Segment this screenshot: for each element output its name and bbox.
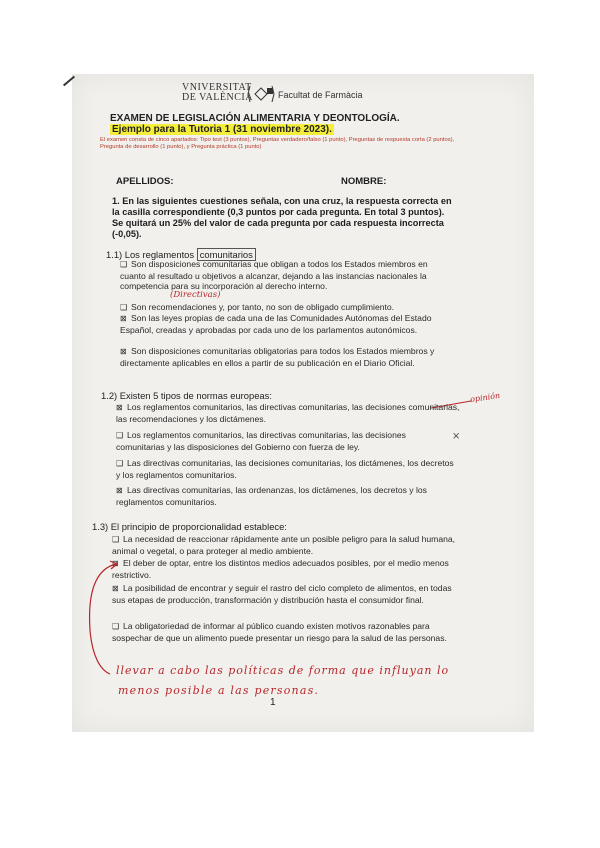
nombre-label: NOMBRE: — [341, 176, 387, 187]
university-line-2: DE VALÈNCIA — [182, 92, 253, 103]
handwritten-note: (Directivas) — [170, 290, 221, 300]
question-1-2-option-1 — [116, 402, 461, 424]
question-1-1-boxed-word: comunitarios — [197, 248, 256, 261]
handwritten-answer-line-1: llevar a cabo las políticas de forma que influyan lo — [116, 664, 450, 677]
question-1-2-option-3 — [116, 458, 456, 480]
handwritten-opinion: opinión — [469, 390, 501, 405]
question-1-3-option-2 — [112, 558, 457, 580]
checked-box-icon: ⊠ — [120, 314, 127, 323]
exam-title: EXAMEN DE LEGISLACIÓN ALIMENTARIA Y DEONTOLOGÍA. — [110, 113, 400, 124]
page-number: 1 — [270, 697, 276, 708]
option-text: El deber de optar, entre los distintos medios adecuados posibles, por el medio menos restrictivo. — [112, 558, 449, 580]
option-text: Son recomendaciones y, por tanto, no son de obligado cumplimiento. — [131, 302, 395, 312]
checked-box-icon: ⊠ — [116, 486, 123, 495]
checked-box-icon: ⊠ — [116, 403, 123, 412]
exam-subtitle: Ejemplo para la Tutoria 1 (31 noviembre 2023). — [112, 124, 332, 135]
question-1-instructions: 1. En las siguientes cuestiones señala, con una cruz, la respuesta correcta en la casilla correspondiente (0,3 puntos por cada pregunta. En total 3 puntos). Se quitará un 25% del valor de cada pregunta por cada respuesta incorrecta (-0,05). — [112, 196, 452, 239]
option-text: La posibilidad de encontrar y seguir el rastro del ciclo completo de alimentos, en todas sus etapas de producción, transformación y distribución hasta el consumidor final. — [112, 583, 452, 605]
question-1-3-option-1 — [112, 534, 462, 556]
university-seal-icon — [246, 84, 276, 104]
question-1-1-option-3 — [120, 313, 450, 335]
question-1-3-stem: 1.3) El principio de proporcionalidad establece: — [92, 521, 287, 532]
question-1-1-option-1 — [120, 259, 450, 292]
handwritten-answer-line-2: menos posible a las personas. — [118, 684, 320, 697]
option-text: Los reglamentos comunitarios, las directivas comunitarias, las decisiones comunitarias, las recomendaciones y los dictámenes. — [116, 402, 460, 424]
question-1-2-option-2 — [116, 430, 446, 452]
question-1-2-stem: 1.2) Existen 5 tipos de normas europeas: — [101, 390, 272, 401]
option-text: Son las leyes propias de cada una de las Comunidades Autónomas del Estado Español, creadas y aprobadas por cada uno de los parlamentos autonómicos. — [120, 313, 432, 335]
university-line-1: VNIVERSITAT — [182, 82, 252, 93]
cross-mark: × — [452, 431, 461, 442]
university-logo-text — [182, 83, 253, 103]
checkbox-icon: ❑ — [112, 622, 120, 631]
question-1-2-option-4 — [116, 485, 456, 507]
question-1-1-option-4 — [120, 346, 450, 368]
checkbox-icon: ❑ — [120, 303, 128, 312]
checkbox-icon: ❑ — [120, 260, 128, 269]
checked-box-icon: ⊠ — [112, 559, 119, 568]
question-1-3-option-3 — [112, 583, 457, 605]
annotation-arrow-icon — [84, 560, 124, 680]
option-text: Los reglamentos comunitarios, las directivas comunitarias, las decisiones comunitarias y las disposiciones del Gobierno con fuerza de ley. — [116, 430, 406, 452]
option-text: Las directivas comunitarias, las ordenanzas, los dictámenes, los decretos y los reglamentos comunitarios. — [116, 485, 427, 507]
checkbox-icon: ❑ — [112, 535, 120, 544]
faculty-name: Facultat de Farmàcia — [278, 90, 363, 100]
question-1-1-option-2 — [120, 302, 450, 314]
option-text: La obligatoriedad de informar al público cuando existen motivos razonables para sospechar de que un alimento puede presentar un riesgo para la salud de las personas. — [112, 621, 447, 643]
option-text: Son disposiciones comunitarias que obligan a todos los Estados miembros en cuanto al resultado u objetivos a alcanzar, dejando a las instancias nacionales la competencia para su incorporación al derecho interno. — [120, 259, 428, 292]
option-text: Son disposiciones comunitarias obligatorias para todos los Estados miembros y directamente aplicables en ellos a partir de su publicación en el Diario Oficial. — [120, 346, 435, 368]
option-text: Las directivas comunitarias, las decisiones comunitarias, los dictámenes, los decretos y los reglamentos comunitarios. — [116, 458, 454, 480]
question-1-1-prefix: 1.1) Los reglamentos — [106, 249, 195, 260]
question-1-3-option-4 — [112, 621, 452, 643]
checked-box-icon: ⊠ — [120, 347, 127, 356]
option-text: La necesidad de reaccionar rápidamente ante un posible peligro para la salud humana, animal o vegetal, o para proteger al medio ambiente. — [112, 534, 456, 556]
exam-intro: El examen consta de cinco apartados: Tipo test (3 puntos), Preguntas verdadero/falso (1 punto), Preguntas de respuesta corta (2 puntos), Pregunta de desarrollo (1 punto), y Pregunta práctica (1 punto) — [100, 137, 455, 150]
checked-box-icon: ⊠ — [112, 584, 119, 593]
checkbox-icon: ❑ — [116, 431, 124, 440]
apellidos-label: APELLIDOS: — [116, 176, 174, 187]
checkbox-icon: ❑ — [116, 459, 124, 468]
